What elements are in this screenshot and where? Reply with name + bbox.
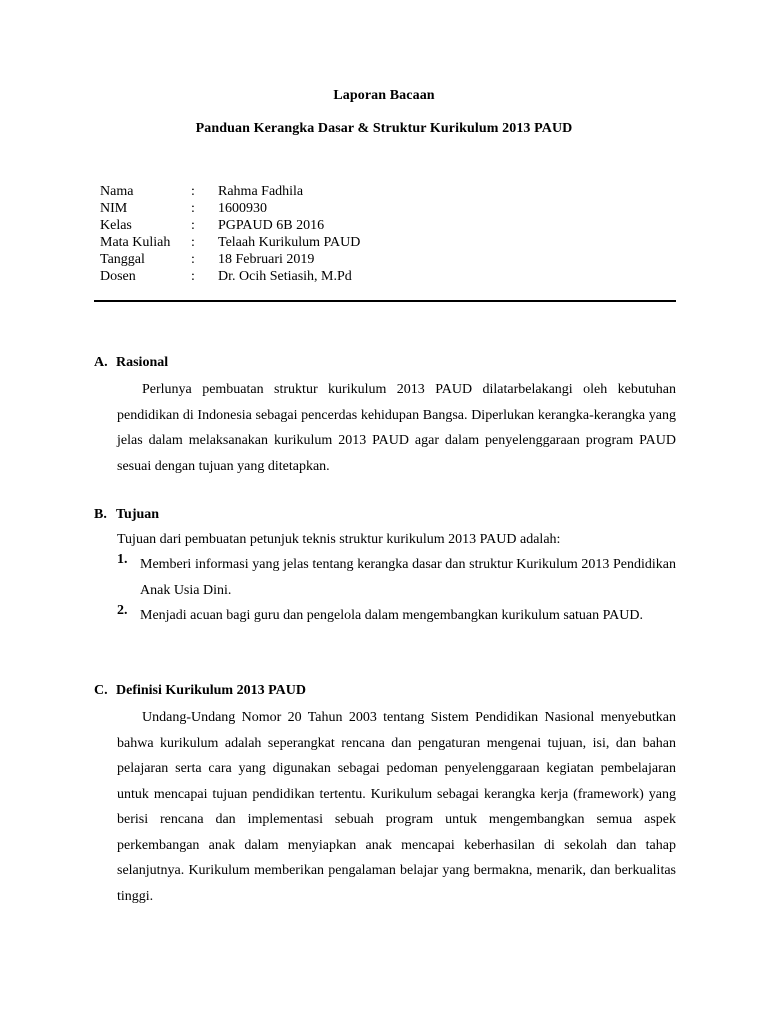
section-paragraph-wrap	[117, 705, 676, 909]
section-letter: B.	[94, 507, 107, 522]
info-key: Mata Kuliah	[100, 235, 171, 250]
info-row-tanggal	[100, 251, 500, 268]
info-value: Dr. Ocih Setiasih, M.Pd	[218, 269, 352, 284]
list-item	[117, 603, 676, 629]
list-text: Memberi informasi yang jelas tentang kerangka dasar dan struktur Kurikulum 2013 Pendidikan Anak Usia Dini.	[140, 557, 676, 598]
section-paragraph-wrap	[117, 377, 676, 479]
tujuan-list	[94, 552, 676, 629]
document-title: Laporan Bacaan	[333, 88, 435, 103]
info-row-kelas	[100, 217, 500, 234]
section-tujuan	[94, 507, 676, 629]
info-value: Telaah Kurikulum PAUD	[218, 235, 361, 250]
info-value: 18 Februari 2019	[218, 252, 315, 267]
info-colon: :	[191, 218, 195, 233]
info-colon: :	[191, 269, 195, 284]
list-number: 1.	[117, 552, 128, 567]
section-definisi	[94, 683, 676, 909]
info-key: Kelas	[100, 218, 132, 233]
info-colon: :	[191, 184, 195, 199]
header-divider	[94, 300, 676, 302]
section-title: Tujuan	[116, 507, 160, 522]
section-rasional	[94, 355, 676, 479]
info-key: Dosen	[100, 269, 136, 284]
section-intro: Tujuan dari pembuatan petunjuk teknis struktur kurikulum 2013 PAUD adalah:	[117, 532, 561, 547]
info-key: Tanggal	[100, 252, 145, 267]
section-paragraph: Perlunya pembuatan struktur kurikulum 2013 PAUD dilatarbelakangi oleh kebutuhan pendidikan di Indonesia sebagai pencerdas kehidupan Bangsa. Diperlukan kerangka-kerangka yang jelas dalam melaksanakan kurikulum 2013 PAUD agar dalam penyelenggaraan program PAUD sesuai dengan tujuan yang ditetapkan.	[117, 382, 676, 474]
info-colon: :	[191, 201, 195, 216]
list-text: Menjadi acuan bagi guru dan pengelola dalam mengembangkan kurikulum satuan PAUD.	[140, 608, 643, 623]
section-heading	[94, 507, 676, 527]
info-key: Nama	[100, 184, 134, 199]
info-row-nama	[100, 183, 500, 200]
section-title: Definisi Kurikulum 2013 PAUD	[116, 683, 306, 698]
info-value: Rahma Fadhila	[218, 184, 304, 199]
section-letter: A.	[94, 355, 108, 370]
section-heading	[94, 683, 676, 703]
section-title: Rasional	[116, 355, 169, 370]
document-subtitle: Panduan Kerangka Dasar & Struktur Kurikulum 2013 PAUD	[195, 121, 573, 136]
info-row-mata-kuliah	[100, 234, 500, 251]
list-item	[117, 552, 676, 603]
info-value: PGPAUD 6B 2016	[218, 218, 325, 233]
info-key: NIM	[100, 201, 128, 216]
identity-table	[100, 183, 500, 285]
info-colon: :	[191, 252, 195, 267]
info-row-dosen	[100, 268, 500, 285]
info-value: 1600930	[218, 201, 267, 216]
list-number: 2.	[117, 603, 128, 618]
section-heading	[94, 355, 676, 375]
section-letter: C.	[94, 683, 108, 698]
info-row-nim	[100, 200, 500, 217]
info-colon: :	[191, 235, 195, 250]
section-paragraph: Undang-Undang Nomor 20 Tahun 2003 tentang Sistem Pendidikan Nasional menyebutkan bahwa kurikulum adalah seperangkat rencana dan pengaturan mengenai tujuan, isi, dan bahan pelajaran serta cara yang digunakan sebagai pedoman penyelenggaraan kegiatan pembelajaran untuk mencapai tujuan pendidikan tertentu. Kurikulum sebagai kerangka kerja (framework) yang berisi rencana dan implementasi sebuah program untuk mengembangkan semua aspek perkembangan anak dalam menyiapkan anak mencapai keberhasilan di sekolah dan tahap selanjutnya. Kurikulum memberikan pengalaman belajar yang bermakna, menarik, dan berkualitas tinggi.	[117, 710, 676, 904]
